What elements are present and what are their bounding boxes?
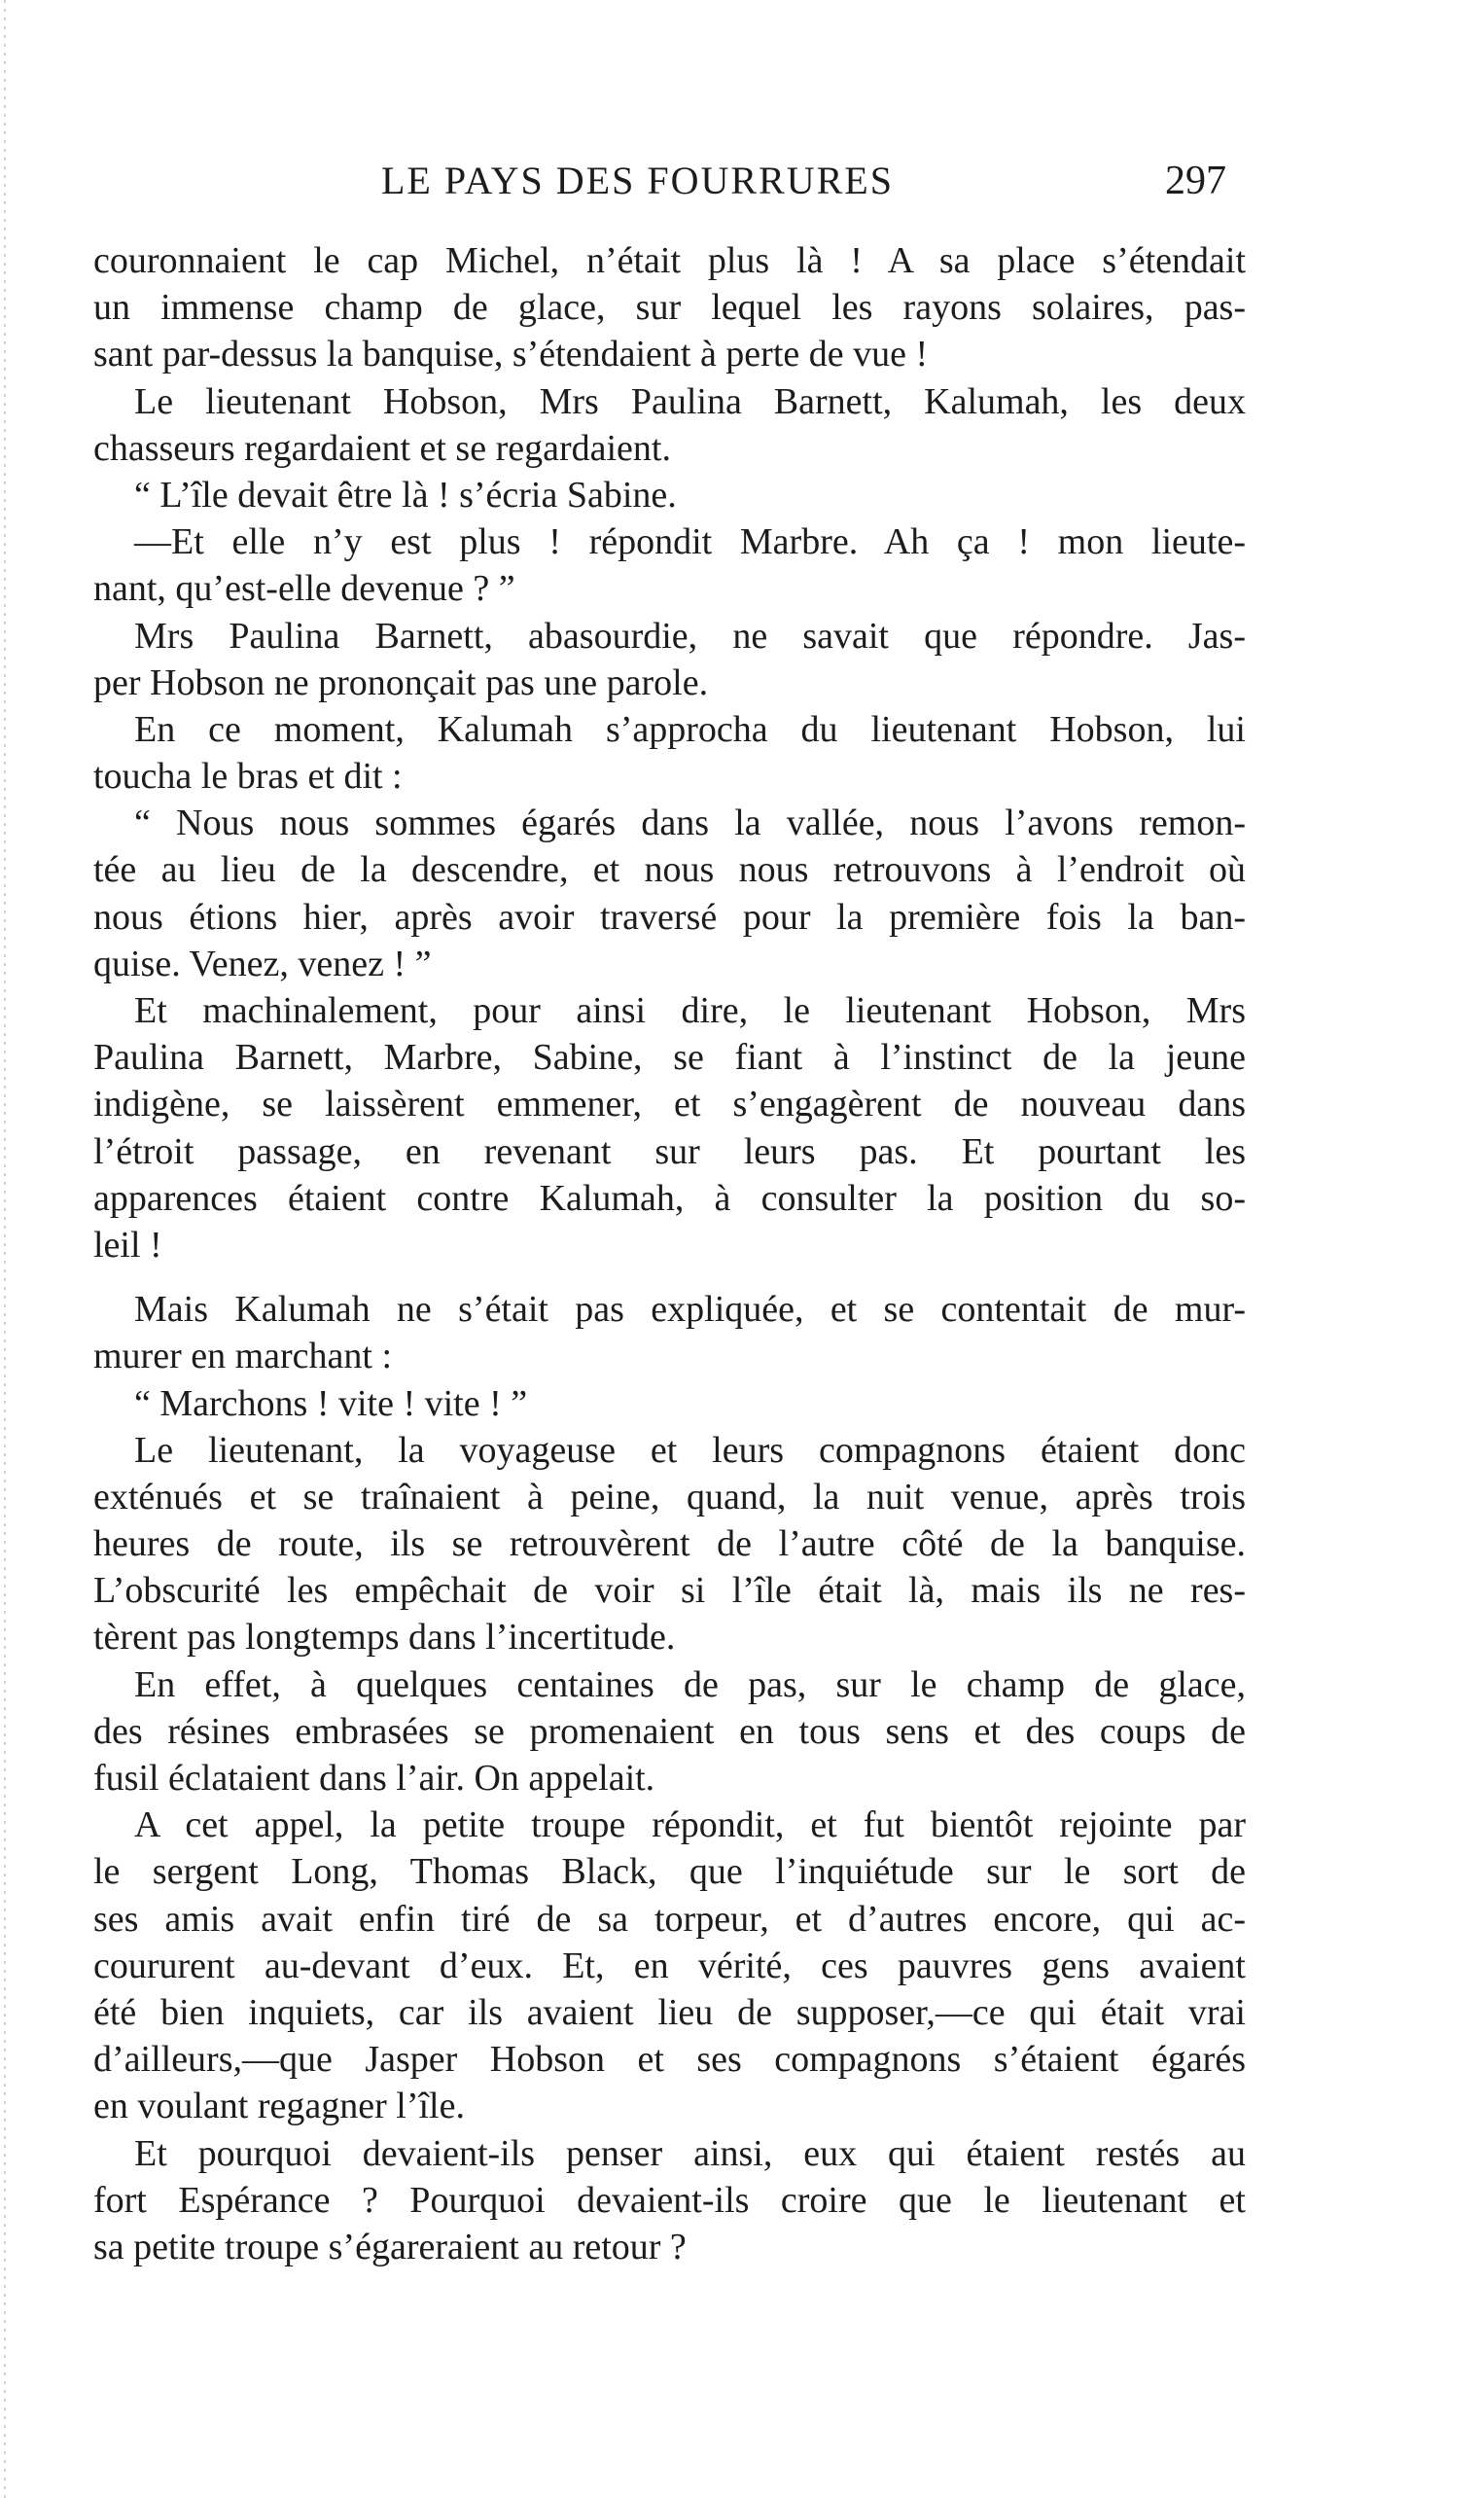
- text-line: été bien inquiets, car ils avaient lieu de supposer,—ce qui était vrai: [93, 1991, 1246, 2033]
- text-line: Le lieutenant Hobson, Mrs Paulina Barnett, Kalumah, les deux: [134, 380, 1246, 422]
- running-title: LE PAYS DES FOURRURES: [381, 159, 894, 202]
- text-line: tée au lieu de la descendre, et nous nous retrouvons à l’endroit où: [93, 849, 1246, 891]
- text-line: un immense champ de glace, sur lequel les rayons solaires, pas-: [93, 287, 1246, 329]
- text-line: l’étroit passage, en revenant sur leurs pas. Et pourtant les: [93, 1130, 1246, 1172]
- text-line: leil !: [93, 1224, 162, 1266]
- text-line: quise. Venez, venez ! ”: [93, 943, 432, 984]
- text-line: Et machinalement, pour ainsi dire, le lieutenant Hobson, Mrs: [134, 990, 1246, 1031]
- text-line: En ce moment, Kalumah s’approcha du lieutenant Hobson, lui: [134, 708, 1246, 750]
- text-line: Et pourquoi devaient-ils penser ainsi, eux qui étaient restés au: [134, 2132, 1246, 2174]
- text-line: Le lieutenant, la voyageuse et leurs compagnons étaient donc: [134, 1429, 1246, 1471]
- text-line: per Hobson ne prononçait pas une parole.: [93, 661, 709, 703]
- text-line: fort Espérance ? Pourquoi devaient-ils croire que le lieutenant et: [93, 2179, 1246, 2221]
- text-line: —Et elle n’y est plus ! répondit Marbre. Ah ça ! mon lieute-: [134, 521, 1246, 563]
- text-line: des résines embrasées se promenaient en tous sens et des coups de: [93, 1710, 1246, 1752]
- text-line: nous étions hier, après avoir traversé pour la première fois la ban-: [93, 896, 1246, 938]
- page-edge-shadow: [4, 0, 6, 2498]
- text-line: le sergent Long, Thomas Black, que l’inquiétude sur le sort de: [93, 1851, 1246, 1893]
- text-line: toucha le bras et dit :: [93, 756, 403, 798]
- text-line: heures de route, ils se retrouvèrent de l’autre côté de la banquise.: [93, 1523, 1246, 1565]
- running-header: [0, 158, 1484, 216]
- text-line: en voulant regagner l’île.: [93, 2086, 465, 2127]
- text-line: Mais Kalumah ne s’était pas expliquée, et se contentait de mur-: [134, 1289, 1246, 1331]
- text-line: fusil éclataient dans l’air. On appelait.: [93, 1758, 655, 1799]
- text-line: Paulina Barnett, Marbre, Sabine, se fiant à l’instinct de la jeune: [93, 1037, 1246, 1079]
- text-line: “ L’île devait être là ! s’écria Sabine.: [134, 474, 677, 516]
- text-line: sant par-dessus la banquise, s’étendaient à perte de vue !: [93, 334, 929, 375]
- text-line: couronnaient le cap Michel, n’était plus là ! A sa place s’étendait: [93, 240, 1246, 281]
- text-line: tèrent pas longtemps dans l’incertitude.: [93, 1617, 676, 1659]
- text-line: “ Nous nous sommes égarés dans la vallée, nous l’avons remon-: [134, 803, 1246, 844]
- text-line: exténués et se traînaient à peine, quand, la nuit venue, après trois: [93, 1476, 1246, 1517]
- text-line: Mrs Paulina Barnett, abasourdie, ne savait que répondre. Jas-: [134, 615, 1246, 657]
- text-line: A cet appel, la petite troupe répondit, et fut bientôt rejointe par: [134, 1804, 1246, 1846]
- text-line: chasseurs regardaient et se regardaient.: [93, 427, 671, 469]
- text-line: ses amis avait enfin tiré de sa torpeur, et d’autres encore, qui ac-: [93, 1898, 1246, 1940]
- text-line: L’obscurité les empêchait de voir si l’île était là, mais ils ne res-: [93, 1570, 1246, 1612]
- text-line: murer en marchant :: [93, 1336, 393, 1377]
- body-text: [93, 237, 1246, 2270]
- text-line: coururent au-devant d’eux. Et, en vérité, ces pauvres gens avaient: [93, 1945, 1246, 1986]
- text-line: indigène, se laissèrent emmener, et s’engagèrent de nouveau dans: [93, 1084, 1246, 1125]
- text-line: d’ailleurs,—que Jasper Hobson et ses compagnons s’étaient égarés: [93, 2039, 1246, 2081]
- text-line: apparences étaient contre Kalumah, à consulter la position du so-: [93, 1177, 1246, 1219]
- text-line: En effet, à quelques centaines de pas, sur le champ de glace,: [134, 1663, 1246, 1705]
- text-line: nant, qu’est-elle devenue ? ”: [93, 568, 515, 610]
- text-line: sa petite troupe s’égareraient au retour ?: [93, 2226, 687, 2267]
- page-number: 297: [1165, 159, 1226, 203]
- text-line: “ Marchons ! vite ! vite ! ”: [134, 1382, 528, 1424]
